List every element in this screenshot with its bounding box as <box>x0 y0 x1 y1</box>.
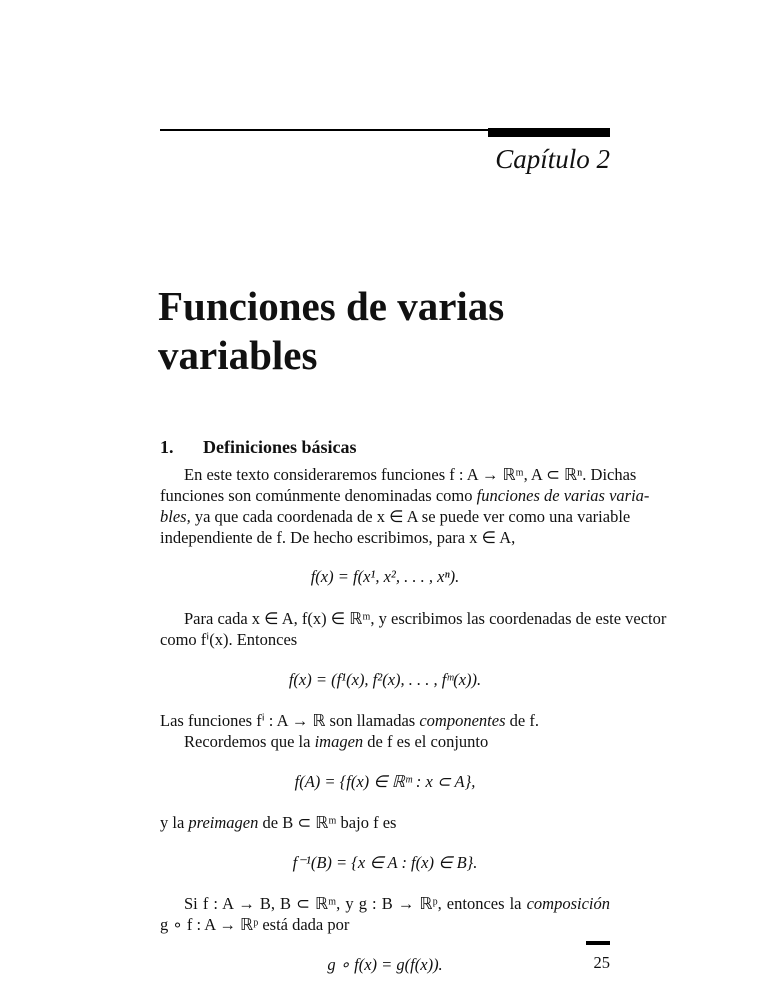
paragraph-line <box>160 506 631 527</box>
emphasis: funciones de varias varia- <box>476 486 650 505</box>
text: y la <box>160 813 189 832</box>
text: Recordemos que la <box>184 732 315 751</box>
equation: f⁻¹(B) = {x ∈ A : f(x) ∈ B}. <box>292 853 478 872</box>
header-rule <box>160 129 490 131</box>
paragraph-line: como fⁱ(x). Entonces <box>160 630 298 649</box>
emphasis: bles, <box>160 507 191 526</box>
equation: f(x) = (f¹(x), f²(x), . . . , fᵐ(x)). <box>288 670 482 689</box>
paragraph-line <box>160 812 610 833</box>
paragraph-line: g ∘ f : A → ℝᵖ está dada por <box>160 915 350 934</box>
text: de f es el conjunto <box>363 732 489 751</box>
emphasis: preimagen <box>188 813 259 832</box>
equation: f(x) = f(x¹, x², . . . , xⁿ). <box>310 567 460 586</box>
chapter-title-line-2: variables <box>158 332 318 378</box>
section-number: 1. <box>160 437 174 457</box>
emphasis: imagen <box>314 732 364 751</box>
paragraph-line <box>160 893 610 914</box>
emphasis: composición <box>526 894 610 913</box>
text: funciones son comúnmente denominadas como <box>160 486 477 505</box>
paragraph-line <box>160 731 610 752</box>
equation: g ∘ f(x) = g(f(x)). <box>327 955 443 974</box>
page-number: 25 <box>593 953 610 972</box>
paragraph-line <box>160 527 610 548</box>
page-number-rule <box>586 941 610 945</box>
chapter-title-line-1: Funciones de varias <box>158 283 505 329</box>
text: de B ⊂ ℝᵐ bajo f es <box>258 813 397 832</box>
text: de f. <box>505 711 539 730</box>
paragraph-line <box>160 485 650 506</box>
chapter-label: Capítulo 2 <box>495 144 610 174</box>
paragraph-line: Para cada x ∈ A, f(x) ∈ ℝᵐ, y escribimos las coordenadas de este vector <box>184 609 667 628</box>
paragraph-line <box>160 710 610 731</box>
equation: f(A) = {f(x) ∈ ℝᵐ : x ⊂ A}, <box>294 772 476 791</box>
header-rule-thick <box>488 128 610 137</box>
emphasis: componentes <box>419 711 506 730</box>
text: independiente de f. De hecho escribimos, para x ∈ A, <box>160 528 516 547</box>
text: Las funciones fⁱ : A → ℝ son llamadas <box>160 711 420 730</box>
text: ya que cada coordenada de x ∈ A se puede ver como una variable <box>190 507 631 526</box>
text: En este texto consideraremos funciones f : A → ℝᵐ, A ⊂ ℝⁿ. Dichas <box>184 465 637 484</box>
section-heading <box>160 437 357 458</box>
paragraph-line <box>160 464 637 485</box>
text: Si f : A → B, B ⊂ ℝᵐ, y g : B → ℝᵖ, entonces la <box>184 894 527 913</box>
section-title: Definiciones básicas <box>203 437 357 457</box>
